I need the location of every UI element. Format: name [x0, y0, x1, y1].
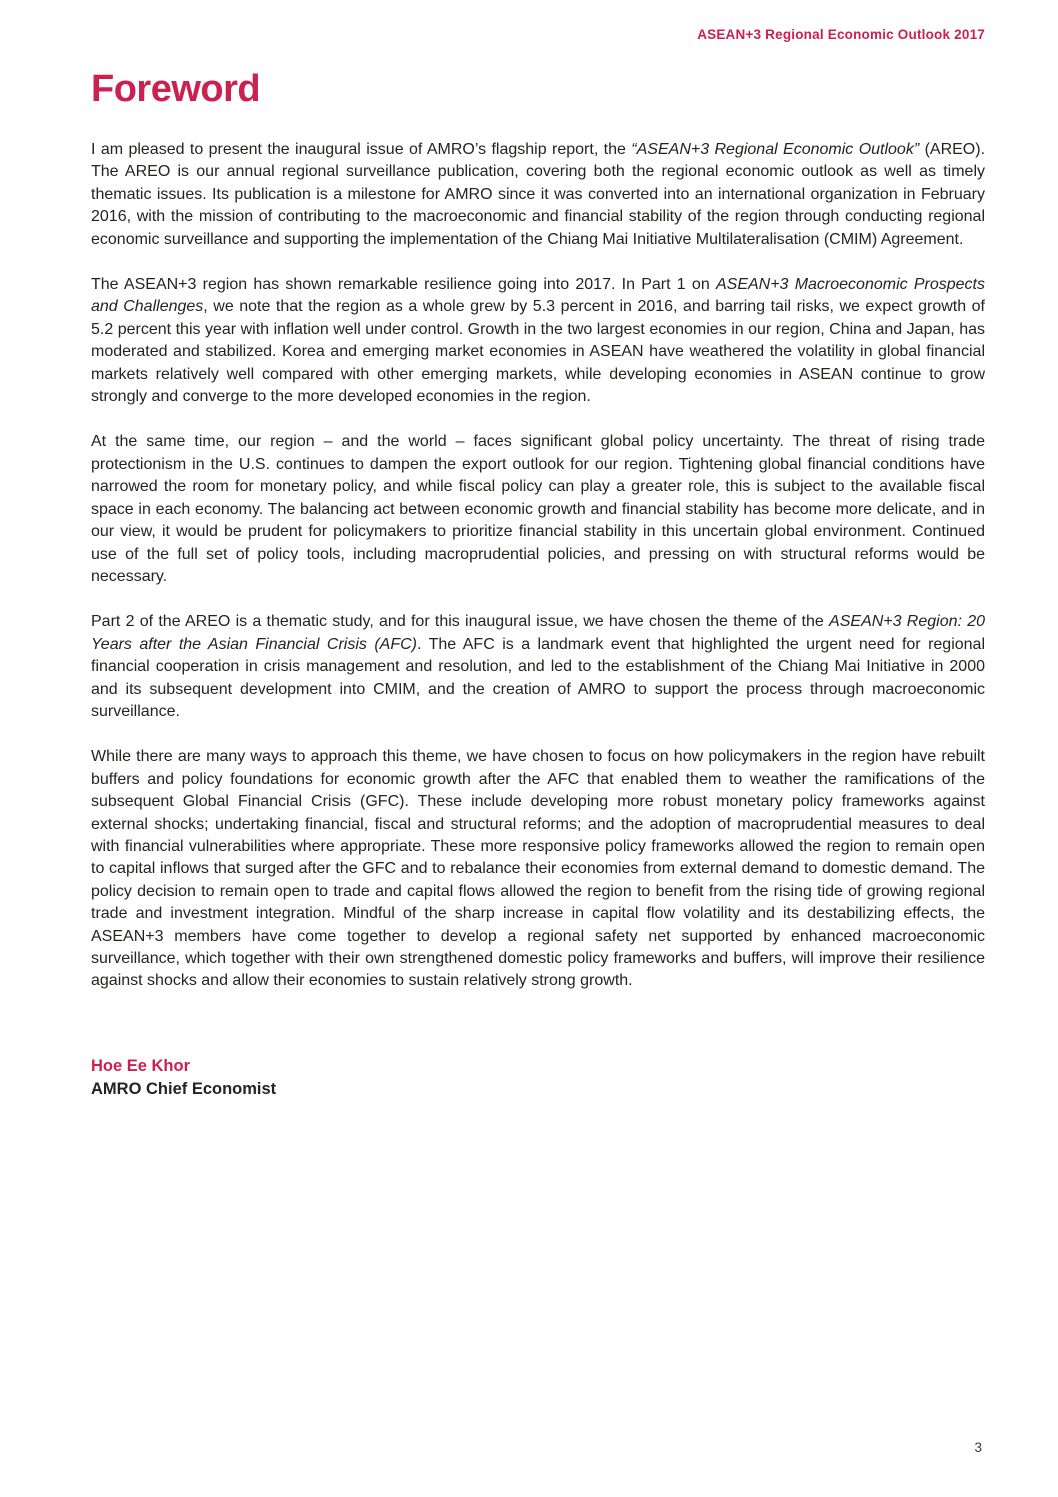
report-header: ASEAN+3 Regional Economic Outlook 2017 [697, 27, 985, 42]
text-run: (AREO). The AREO is our annual regional surveillance publication, covering both the regional economic outlook as well as timely thematic issues. Its publication is a milestone for AMRO since it was converted into an international organization in February 2016, with the mission of contributing to the macroeconomic and financial stability of the region through conducting regional economic surveillance and supporting the implementation of the Chiang Mai Initiative Multilateralisation (CMIM) Agreement. [91, 141, 986, 248]
foreword-paragraph [91, 746, 985, 992]
foreword-paragraph [91, 611, 985, 723]
text-run: The ASEAN+3 region has shown remarkable resilience going into 2017. In Part 1 on [91, 276, 716, 294]
text-run-italic: “ASEAN+3 Regional Economic Outlook” [631, 141, 920, 158]
text-run: I am pleased to present the inaugural issue of AMRO’s flagship report, the [91, 141, 632, 158]
text-run: Part 2 of the AREO is a thematic study, and for this inaugural issue, we have chosen the theme of the [91, 613, 830, 631]
text-run-italic: ASEAN+3 Region: 20 Years after the Asian Financial Crisis (AFC) [91, 613, 985, 653]
signature-role: AMRO Chief Economist [91, 1079, 277, 1098]
page-number: 3 [974, 1440, 982, 1455]
foreword-paragraph [91, 139, 985, 251]
text-run: At the same time, our region – and the world – faces significant global policy uncertainty. The threat of rising trade protectionism in the U.S. continues to dampen the export outlook for our region. Tightening global financial conditions have narrowed the room for monetary policy, and while fiscal policy can play a greater role, this is subject to the available fiscal space in each economy. The balancing act between economic growth and financial stability has become more delicate, and in our view, it would be prudent for policymakers to prioritize financial stability in this uncertain global environment. Continued use of the full set of policy tools, including macroprudential policies, and pressing on with structural reforms would be necessary. [91, 433, 985, 585]
signature-block [91, 1055, 985, 1101]
foreword-paragraph [91, 431, 985, 588]
signature-name: Hoe Ee Khor [91, 1056, 191, 1075]
foreword-body [91, 139, 985, 993]
text-run-italic: ASEAN+3 Macroeconomic Prospects and Challenges [91, 276, 985, 316]
text-run: . The AFC is a landmark event that highlighted the urgent need for regional financial cooperation in crisis management and resolution, and led to the establishment of the Chiang Mai Initiative in 2000 and its subsequent development into CMIM, and the creation of AMRO to support the process through macroeconomic surveillance. [91, 635, 986, 720]
foreword-paragraph [91, 274, 985, 408]
text-run: While there are many ways to approach this theme, we have chosen to focus on how policymakers in the region have rebuilt buffers and policy foundations for economic growth after the AFC that enabled them to weather the ramifications of the subsequent Global Financial Crisis (GFC). These include developing more robust monetary policy frameworks against external shocks; undertaking financial, fiscal and structural reforms; and the adoption of macroprudential measures to deal with financial vulnerabilities where appropriate. These more responsive policy frameworks allowed the region to remain open to capital inflows that surged after the GFC and to rebalance their economies from external demand to domestic demand. The policy decision to remain open to trade and capital flows allowed the region to benefit from the rising tide of growing regional trade and investment integration. Mindful of the sharp increase in capital flow volatility and its destabilizing effects, the ASEAN+3 members have come together to develop a regional safety net supported by enhanced macroeconomic surveillance, which together with their own strengthened domestic policy frameworks and buffers, will improve their resilience against shocks and allow their economies to sustain relatively strong growth. [91, 748, 985, 990]
page-title: Foreword [91, 68, 261, 110]
text-run: , we note that the region as a whole grew by 5.3 percent in 2016, and barring tail risks, we expect growth of 5.2 percent this year with inflation well under control. Growth in the two largest economies in our region, China and Japan, has moderated and stabilized. Korea and emerging market economies in ASEAN have weathered the volatility in global financial markets relatively well compared with other emerging markets, while developing economies in ASEAN continue to grow strongly and converge to the more developed economies in the region. [91, 298, 986, 406]
